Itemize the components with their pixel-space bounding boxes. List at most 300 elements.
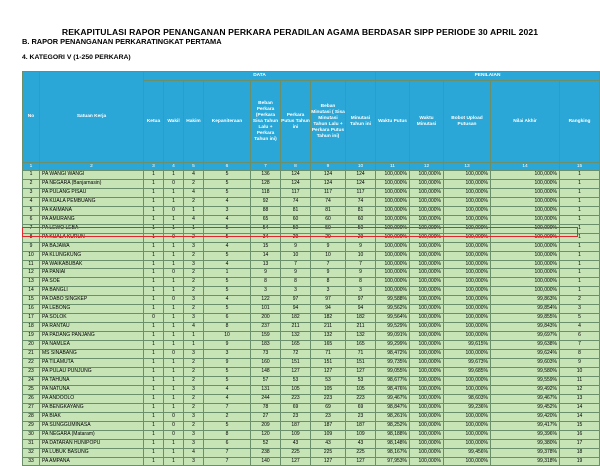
cell-beban-perkara: 159 xyxy=(251,332,281,341)
cell-minutasi: 223 xyxy=(346,394,376,403)
cell-perkara-putus: 124 xyxy=(281,179,311,188)
cell-waktu-minutasi: 100,000% xyxy=(410,296,444,305)
column-number: 8 xyxy=(281,163,311,171)
cell-bobot-upload: 99,456% xyxy=(444,448,491,457)
cell-beban-perkara: 15 xyxy=(251,242,281,251)
cell-minutasi: 127 xyxy=(346,457,376,466)
table-row xyxy=(23,394,600,403)
cell-ketua: 1 xyxy=(144,359,164,368)
cell-hakim: 1 xyxy=(184,332,204,341)
cell-nilai-akhir: 99,854% xyxy=(491,305,560,314)
cell-minutasi: 182 xyxy=(346,314,376,323)
cell-hakim: 4 xyxy=(184,323,204,332)
cell-waktu-minutasi: 100,000% xyxy=(410,341,444,350)
cell-waktu-minutasi: 100,000% xyxy=(410,305,444,314)
cell-no: 6 xyxy=(23,215,40,224)
column-number: 3 xyxy=(144,163,164,171)
cell-beban-perkara: 209 xyxy=(251,421,281,430)
cell-wakil: 0 xyxy=(164,233,184,242)
cell-kepaniteraan: 4 xyxy=(204,394,251,403)
cell-ketua: 1 xyxy=(144,260,164,269)
cell-waktu-putus: 100,000% xyxy=(376,269,410,278)
cell-nilai-akhir: 100,000% xyxy=(491,224,560,233)
cell-kepaniteraan: 3 xyxy=(204,350,251,359)
cell-waktu-minutasi: 100,000% xyxy=(410,197,444,206)
cell-waktu-minutasi: 100,000% xyxy=(410,269,444,278)
table-row xyxy=(23,305,600,314)
cell-nilai-akhir: 100,000% xyxy=(491,242,560,251)
cell-minutasi: 94 xyxy=(346,305,376,314)
cell-minutasi: 187 xyxy=(346,421,376,430)
cell-ketua: 1 xyxy=(144,171,164,180)
cell-wakil: 0 xyxy=(164,350,184,359)
cell-bobot-upload: 100,000% xyxy=(444,278,491,287)
cell-beban-perkara: 120 xyxy=(251,430,281,439)
cell-ketua: 1 xyxy=(144,376,164,385)
cell-beban-perkara: 183 xyxy=(251,341,281,350)
cell-hakim: 1 xyxy=(184,224,204,233)
cell-wakil: 1 xyxy=(164,188,184,197)
column-number: 13 xyxy=(444,163,491,171)
cell-ketua: 1 xyxy=(144,350,164,359)
cell-nilai-akhir: 100,000% xyxy=(491,260,560,269)
cell-ketua: 1 xyxy=(144,251,164,260)
cell-hakim: 4 xyxy=(184,215,204,224)
cell-no: 21 xyxy=(23,350,40,359)
cell-wakil: 0 xyxy=(164,421,184,430)
table-row xyxy=(23,403,600,412)
cell-perkara-putus: 165 xyxy=(281,341,311,350)
cell-ketua: 1 xyxy=(144,439,164,448)
cell-hakim: 4 xyxy=(184,171,204,180)
cell-waktu-putus: 98,677% xyxy=(376,376,410,385)
column-number: 2 xyxy=(40,163,144,171)
cell-beban-minutasi: 151 xyxy=(311,359,346,368)
cell-rangking: 1 xyxy=(560,188,600,197)
cell-rangking: 13 xyxy=(560,394,600,403)
cell-perkara-putus: 225 xyxy=(281,448,311,457)
cell-no: 23 xyxy=(23,367,40,376)
cell-beban-minutasi: 50 xyxy=(311,224,346,233)
column-number: 15 xyxy=(560,163,600,171)
cell-beban-minutasi: 53 xyxy=(311,376,346,385)
cell-perkara-putus: 97 xyxy=(281,296,311,305)
cell-beban-minutasi: 225 xyxy=(311,448,346,457)
cell-nilai-akhir: 100,000% xyxy=(491,215,560,224)
cell-hakim: 2 xyxy=(184,403,204,412)
cell-nilai-akhir: 100,000% xyxy=(491,188,560,197)
cell-waktu-putus: 98,476% xyxy=(376,385,410,394)
cell-no: 22 xyxy=(23,359,40,368)
col-header-wakil: Wakil xyxy=(164,81,184,163)
cell-hakim: 3 xyxy=(184,242,204,251)
cell-no: 26 xyxy=(23,394,40,403)
cell-beban-perkara: 34 xyxy=(251,233,281,242)
cell-wakil: 1 xyxy=(164,314,184,323)
cell-minutasi: 211 xyxy=(346,323,376,332)
cell-rangking: 6 xyxy=(560,332,600,341)
cell-satuan-kerja: PA TAHUNA xyxy=(40,376,144,385)
cell-satuan-kerja: PA KUALA KURUN xyxy=(40,233,144,242)
col-header-ketua: Ketua xyxy=(144,81,164,163)
cell-beban-perkara: 73 xyxy=(251,350,281,359)
cell-minutasi: 7 xyxy=(346,260,376,269)
cell-perkara-putus: 29 xyxy=(281,233,311,242)
cell-hakim: 2 xyxy=(184,376,204,385)
table-row xyxy=(23,448,600,457)
cell-no: 25 xyxy=(23,385,40,394)
cell-perkara-putus: 10 xyxy=(281,251,311,260)
cell-rangking: 7 xyxy=(560,341,600,350)
cell-beban-minutasi: 165 xyxy=(311,341,346,350)
cell-beban-perkara: 14 xyxy=(251,251,281,260)
cell-waktu-minutasi: 100,000% xyxy=(410,206,444,215)
cell-rangking: 1 xyxy=(560,287,600,296)
cell-no: 7 xyxy=(23,224,40,233)
cell-beban-minutasi: 105 xyxy=(311,385,346,394)
cell-rangking: 17 xyxy=(560,439,600,448)
table-row xyxy=(23,341,600,350)
cell-waktu-putus: 98,252% xyxy=(376,421,410,430)
cell-hakim: 2 xyxy=(184,421,204,430)
cell-no: 10 xyxy=(23,251,40,260)
cell-beban-perkara: 136 xyxy=(251,171,281,180)
cell-ketua: 1 xyxy=(144,430,164,439)
cell-kepaniteraan: 5 xyxy=(204,179,251,188)
cell-ketua: 1 xyxy=(144,269,164,278)
cell-hakim: 3 xyxy=(184,412,204,421)
cell-beban-perkara: 131 xyxy=(251,385,281,394)
table-row xyxy=(23,278,600,287)
cell-perkara-putus: 182 xyxy=(281,314,311,323)
cell-perkara-putus: 53 xyxy=(281,376,311,385)
cell-wakil: 1 xyxy=(164,251,184,260)
cell-beban-perkara: 88 xyxy=(251,206,281,215)
cell-perkara-putus: 81 xyxy=(281,206,311,215)
cell-bobot-upload: 100,000% xyxy=(444,376,491,385)
cell-minutasi: 3 xyxy=(346,287,376,296)
cell-waktu-putus: 99,564% xyxy=(376,314,410,323)
cell-beban-minutasi: 10 xyxy=(311,251,346,260)
cell-nilai-akhir: 99,318% xyxy=(491,457,560,466)
cell-beban-minutasi: 23 xyxy=(311,412,346,421)
cell-perkara-putus: 60 xyxy=(281,215,311,224)
cell-perkara-putus: 3 xyxy=(281,287,311,296)
cell-ketua: 1 xyxy=(144,305,164,314)
cell-perkara-putus: 94 xyxy=(281,305,311,314)
cell-satuan-kerja: PA KUALA PEMBUANG xyxy=(40,197,144,206)
cell-satuan-kerja: PA AMURANG xyxy=(40,215,144,224)
cell-waktu-putus: 98,148% xyxy=(376,439,410,448)
cell-kepaniteraan: 6 xyxy=(204,439,251,448)
cell-satuan-kerja: MS SINABANG xyxy=(40,350,144,359)
cell-rangking: 1 xyxy=(560,215,600,224)
column-number: 4 xyxy=(164,163,184,171)
cell-satuan-kerja: PA LUBUK BASUNG xyxy=(40,448,144,457)
cell-nilai-akhir: 99,697% xyxy=(491,332,560,341)
cell-rangking: 11 xyxy=(560,376,600,385)
cell-nilai-akhir: 100,000% xyxy=(491,269,560,278)
cell-rangking: 1 xyxy=(560,179,600,188)
cell-nilai-akhir: 100,000% xyxy=(491,251,560,260)
cell-waktu-minutasi: 100,000% xyxy=(410,421,444,430)
group-header-penilaian: PENILAIAN xyxy=(376,72,600,81)
cell-minutasi: 71 xyxy=(346,350,376,359)
cell-beban-perkara: 128 xyxy=(251,179,281,188)
cell-nilai-akhir: 100,000% xyxy=(491,287,560,296)
table-row xyxy=(23,385,600,394)
cell-beban-minutasi: 29 xyxy=(311,233,346,242)
table-row xyxy=(23,188,600,197)
cell-beban-perkara: 118 xyxy=(251,188,281,197)
cell-minutasi: 124 xyxy=(346,179,376,188)
cell-satuan-kerja: PA KAIMANA xyxy=(40,206,144,215)
cell-bobot-upload: 100,000% xyxy=(444,188,491,197)
cell-no: 15 xyxy=(23,296,40,305)
rapor-table xyxy=(22,71,600,466)
table-row xyxy=(23,350,600,359)
cell-rangking: 4 xyxy=(560,323,600,332)
column-number: 9 xyxy=(311,163,346,171)
table-row xyxy=(23,296,600,305)
cell-minutasi: 105 xyxy=(346,385,376,394)
cell-waktu-putus: 99,467% xyxy=(376,394,410,403)
cell-no: 27 xyxy=(23,403,40,412)
cell-minutasi: 60 xyxy=(346,215,376,224)
cell-beban-minutasi: 182 xyxy=(311,314,346,323)
cell-beban-perkara: 101 xyxy=(251,305,281,314)
cell-kepaniteraan: 1 xyxy=(204,269,251,278)
cell-nilai-akhir: 99,420% xyxy=(491,412,560,421)
table-row xyxy=(23,421,600,430)
cell-rangking: 1 xyxy=(560,251,600,260)
cell-no: 19 xyxy=(23,332,40,341)
cell-waktu-putus: 100,000% xyxy=(376,242,410,251)
cell-waktu-putus: 99,299% xyxy=(376,341,410,350)
column-number: 1 xyxy=(23,163,40,171)
table-row xyxy=(23,457,600,466)
cell-bobot-upload: 100,000% xyxy=(444,287,491,296)
cell-satuan-kerja: PA RANTAU xyxy=(40,323,144,332)
cell-satuan-kerja: PA PULAU PUNJUNG xyxy=(40,367,144,376)
cell-perkara-putus: 7 xyxy=(281,260,311,269)
cell-waktu-putus: 99,091% xyxy=(376,332,410,341)
cell-hakim: 2 xyxy=(184,287,204,296)
cell-wakil: 1 xyxy=(164,215,184,224)
cell-minutasi: 8 xyxy=(346,278,376,287)
cell-hakim: 3 xyxy=(184,457,204,466)
cell-wakil: 0 xyxy=(164,430,184,439)
cell-ketua: 1 xyxy=(144,242,164,251)
cell-wakil: 1 xyxy=(164,323,184,332)
cell-beban-minutasi: 9 xyxy=(311,242,346,251)
cell-hakim: 2 xyxy=(184,278,204,287)
cell-hakim: 2 xyxy=(184,367,204,376)
cell-ketua: 1 xyxy=(144,394,164,403)
cell-minutasi: 132 xyxy=(346,332,376,341)
cell-kepaniteraan: 5 xyxy=(204,188,251,197)
cell-satuan-kerja: PA AMPANA xyxy=(40,457,144,466)
cell-ketua: 1 xyxy=(144,278,164,287)
cell-nilai-akhir: 99,559% xyxy=(491,376,560,385)
cell-bobot-upload: 100,000% xyxy=(444,171,491,180)
cell-ketua: 1 xyxy=(144,367,164,376)
cell-satuan-kerja: PA PULANG PISAU xyxy=(40,188,144,197)
cell-perkara-putus: 117 xyxy=(281,188,311,197)
cell-nilai-akhir: 99,396% xyxy=(491,430,560,439)
cell-waktu-minutasi: 100,000% xyxy=(410,251,444,260)
cell-rangking: 1 xyxy=(560,224,600,233)
col-header-no: No xyxy=(23,72,40,163)
table-row xyxy=(23,439,600,448)
cell-satuan-kerja: PA LEBONG xyxy=(40,305,144,314)
cell-perkara-putus: 69 xyxy=(281,403,311,412)
cell-bobot-upload: 100,000% xyxy=(444,385,491,394)
cell-bobot-upload: 100,000% xyxy=(444,296,491,305)
cell-beban-minutasi: 43 xyxy=(311,439,346,448)
cell-waktu-minutasi: 100,000% xyxy=(410,224,444,233)
cell-beban-minutasi: 117 xyxy=(311,188,346,197)
table-row xyxy=(23,323,600,332)
cell-wakil: 0 xyxy=(164,412,184,421)
table-row xyxy=(23,314,600,323)
cell-ketua: 1 xyxy=(144,215,164,224)
cell-perkara-putus: 43 xyxy=(281,439,311,448)
cell-bobot-upload: 100,000% xyxy=(444,179,491,188)
cell-waktu-minutasi: 100,000% xyxy=(410,394,444,403)
cell-rangking: 1 xyxy=(560,171,600,180)
cell-kepaniteraan: 5 xyxy=(204,287,251,296)
cell-no: 17 xyxy=(23,314,40,323)
cell-minutasi: 23 xyxy=(346,412,376,421)
table-row xyxy=(23,224,600,233)
cell-no: 4 xyxy=(23,197,40,206)
cell-rangking: 1 xyxy=(560,206,600,215)
cell-kepaniteraan: 9 xyxy=(204,341,251,350)
cell-kepaniteraan: 2 xyxy=(204,412,251,421)
cell-nilai-akhir: 99,843% xyxy=(491,323,560,332)
cell-nilai-akhir: 100,000% xyxy=(491,179,560,188)
cell-wakil: 0 xyxy=(164,206,184,215)
cell-beban-minutasi: 109 xyxy=(311,430,346,439)
cell-nilai-akhir: 99,624% xyxy=(491,350,560,359)
col-header-kepaniteraan: Kepaniteraan xyxy=(204,81,251,163)
cell-perkara-putus: 151 xyxy=(281,359,311,368)
col-header-beban-minutasi: Beban Minutasi ( Sisa Minutasi Tahun Lalu + Perkara Putus Tahun ini) xyxy=(311,81,346,163)
cell-ketua: 1 xyxy=(144,448,164,457)
cell-beban-minutasi: 211 xyxy=(311,323,346,332)
cell-ketua: 1 xyxy=(144,421,164,430)
cell-wakil: 1 xyxy=(164,224,184,233)
cell-bobot-upload: 100,000% xyxy=(444,439,491,448)
cell-waktu-putus: 99,588% xyxy=(376,296,410,305)
cell-rangking: 16 xyxy=(560,430,600,439)
cell-waktu-minutasi: 100,000% xyxy=(410,260,444,269)
cell-perkara-putus: 132 xyxy=(281,332,311,341)
cell-rangking: 3 xyxy=(560,305,600,314)
cell-minutasi: 127 xyxy=(346,367,376,376)
cell-wakil: 1 xyxy=(164,367,184,376)
cell-bobot-upload: 100,000% xyxy=(444,412,491,421)
cell-waktu-putus: 98,472% xyxy=(376,350,410,359)
cell-bobot-upload: 100,000% xyxy=(444,197,491,206)
cell-beban-perkara: 92 xyxy=(251,197,281,206)
cell-nilai-akhir: 99,603% xyxy=(491,359,560,368)
cell-no: 11 xyxy=(23,260,40,269)
cell-beban-minutasi: 223 xyxy=(311,394,346,403)
cell-perkara-putus: 74 xyxy=(281,197,311,206)
cell-nilai-akhir: 99,492% xyxy=(491,385,560,394)
cell-beban-perkara: 237 xyxy=(251,323,281,332)
cell-hakim: 2 xyxy=(184,269,204,278)
cell-minutasi: 225 xyxy=(346,448,376,457)
cell-waktu-minutasi: 100,000% xyxy=(410,233,444,242)
cell-nilai-akhir: 99,452% xyxy=(491,403,560,412)
cell-beban-perkara: 27 xyxy=(251,412,281,421)
cell-bobot-upload: 98,603% xyxy=(444,394,491,403)
cell-beban-minutasi: 132 xyxy=(311,332,346,341)
cell-rangking: 1 xyxy=(560,197,600,206)
cell-satuan-kerja: PA PANIAI xyxy=(40,269,144,278)
table-row xyxy=(23,251,600,260)
cell-hakim: 3 xyxy=(184,385,204,394)
cell-satuan-kerja: PA DATARAN HUNIPOPU xyxy=(40,439,144,448)
cell-beban-minutasi: 97 xyxy=(311,296,346,305)
cell-rangking: 1 xyxy=(560,233,600,242)
cell-nilai-akhir: 99,380% xyxy=(491,439,560,448)
cell-hakim: 3 xyxy=(184,260,204,269)
cell-minutasi: 151 xyxy=(346,359,376,368)
col-header-satuan-kerja: Satuan Kerja xyxy=(40,72,144,163)
table-row xyxy=(23,430,600,439)
cell-beban-perkara: 54 xyxy=(251,224,281,233)
cell-beban-perkara: 122 xyxy=(251,296,281,305)
cell-no: 24 xyxy=(23,376,40,385)
cell-rangking: 1 xyxy=(560,278,600,287)
cell-satuan-kerja: PA NAMLEA xyxy=(40,341,144,350)
cell-ketua: 1 xyxy=(144,287,164,296)
table-row xyxy=(23,197,600,206)
cell-minutasi: 109 xyxy=(346,430,376,439)
cell-bobot-upload: 100,000% xyxy=(444,260,491,269)
cell-rangking: 2 xyxy=(560,296,600,305)
cell-perkara-putus: 23 xyxy=(281,412,311,421)
cell-no: 5 xyxy=(23,206,40,215)
cell-rangking: 1 xyxy=(560,242,600,251)
cell-ketua: 1 xyxy=(144,385,164,394)
cell-waktu-putus: 99,055% xyxy=(376,367,410,376)
cell-waktu-minutasi: 100,000% xyxy=(410,367,444,376)
cell-waktu-putus: 97,953% xyxy=(376,457,410,466)
cell-wakil: 1 xyxy=(164,439,184,448)
cell-minutasi: 81 xyxy=(346,206,376,215)
cell-bobot-upload: 100,000% xyxy=(444,314,491,323)
cell-waktu-minutasi: 100,000% xyxy=(410,403,444,412)
cell-kepaniteraan: 4 xyxy=(204,215,251,224)
cell-beban-perkara: 57 xyxy=(251,376,281,385)
cell-kepaniteraan: 4 xyxy=(204,385,251,394)
cell-beban-minutasi: 124 xyxy=(311,171,346,180)
column-number: 6 xyxy=(204,163,251,171)
cell-no: 20 xyxy=(23,341,40,350)
cell-kepaniteraan: 8 xyxy=(204,430,251,439)
cell-bobot-upload: 100,000% xyxy=(444,350,491,359)
cell-bobot-upload: 100,000% xyxy=(444,233,491,242)
cell-kepaniteraan: 5 xyxy=(204,376,251,385)
table-row xyxy=(23,171,600,180)
cell-rangking: 1 xyxy=(560,269,600,278)
cell-perkara-putus: 9 xyxy=(281,269,311,278)
